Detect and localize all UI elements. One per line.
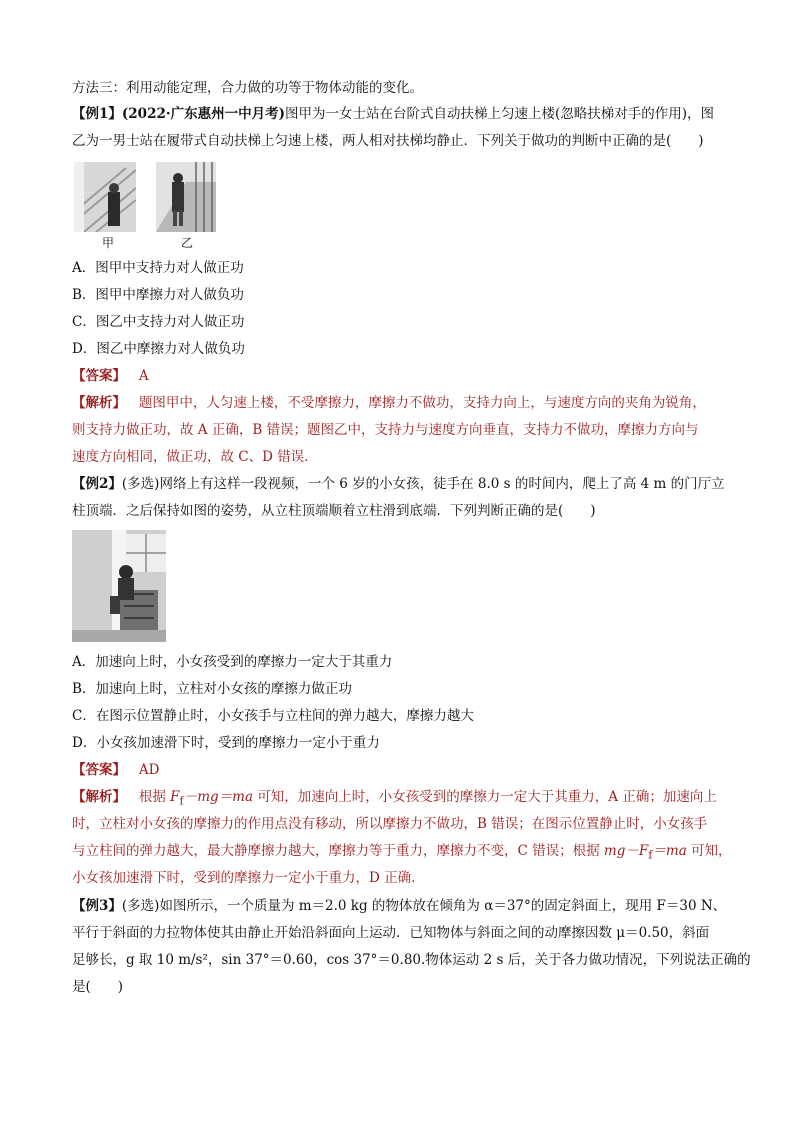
example2-answer bbox=[72, 760, 159, 780]
analysis-text: 可知， bbox=[686, 843, 732, 859]
formula-rest: ＝ma bbox=[652, 843, 687, 859]
girl-on-pillar-photo bbox=[72, 530, 166, 642]
example3-line1 bbox=[72, 896, 726, 916]
example2-analysis-line3 bbox=[72, 841, 732, 866]
escalator-stairs-photo bbox=[74, 162, 136, 232]
caption-yi: 乙 bbox=[181, 236, 194, 250]
example3-line4: 是( ) bbox=[72, 979, 124, 995]
example3-label: 【例3】 bbox=[72, 898, 122, 914]
example2-option-a: A．加速向上时，小女孩受到的摩擦力一定大于其重力 bbox=[72, 654, 393, 670]
example1-option-b: B．图甲中摩擦力对人做负功 bbox=[72, 287, 244, 303]
example1-option-d: D．图乙中摩擦力对人做负功 bbox=[72, 341, 245, 357]
formula-friction: F bbox=[170, 789, 180, 805]
formula-sub: f bbox=[179, 794, 184, 808]
example2-analysis-line2: 时，立柱对小女孩的摩擦力的作用点没有移动，所以摩擦力不做功，B 错误；在图示位置静止时，小女孩手 bbox=[72, 816, 708, 832]
example1-label: 【例1】 bbox=[72, 106, 122, 122]
formula-rest: －mg＝ma bbox=[183, 789, 254, 805]
analysis-label: 【解析】 bbox=[72, 395, 126, 411]
caption-jia: 甲 bbox=[102, 236, 115, 250]
example1-option-c: C．图乙中支持力对人做正功 bbox=[72, 314, 245, 330]
example1-answer bbox=[72, 366, 149, 386]
analysis-text: 可知，加速向上时，小女孩受到的摩擦力一定大于其重力，A 正确；加速向上 bbox=[253, 789, 717, 805]
example1-text1: 图甲为一女士站在台阶式自动扶梯上匀速上楼(忽略扶梯对手的作用)，图 bbox=[284, 106, 715, 122]
example1-source: (2022·广东惠州一中月考) bbox=[121, 106, 285, 122]
method-three-text: 方法三：利用动能定理，合力做的功等于物体动能的变化。 bbox=[72, 80, 423, 96]
example2-text1: (多选)网络上有这样一段视频，一个 6 岁的小女孩，徒手在 8.0 s 的时间内，爬上了高 4 m 的门厅立 bbox=[121, 476, 725, 492]
example2-option-b: B．加速向上时，立柱对小女孩的摩擦力做正功 bbox=[72, 681, 352, 697]
formula-gravity: mg－F bbox=[603, 843, 649, 859]
answer-label: 【答案】 bbox=[72, 762, 126, 778]
example2-analysis-line4: 小女孩加速滑下时，受到的摩擦力一定小于重力，D 正确． bbox=[72, 870, 425, 886]
example1-analysis-line3: 速度方向相同，做正功，故 C、D 错误． bbox=[72, 449, 318, 465]
example3-text1: (多选)如图所示，一个质量为 m＝2.0 kg 的物体放在倾角为 α＝37°的固定斜面上，现用 F＝30 N、 bbox=[121, 898, 727, 914]
analysis-label: 【解析】 bbox=[72, 789, 126, 805]
formula-sub: f bbox=[648, 848, 653, 862]
escalator-belt-photo bbox=[156, 162, 216, 232]
example2-label: 【例2】 bbox=[72, 476, 122, 492]
answer-label: 【答案】 bbox=[72, 368, 126, 384]
example1-option-a: A．图甲中支持力对人做正功 bbox=[72, 260, 244, 276]
example1-line2: 乙为一男士站在履带式自动扶梯上匀速上楼，两人相对扶梯均静止．下列关于做功的判断中正确的是( ) bbox=[72, 133, 704, 149]
example2-line1 bbox=[72, 474, 725, 494]
example3-line2: 平行于斜面的力拉物体使其由静止开始沿斜面向上运动．已知物体与斜面之间的动摩擦因数 μ＝0.50，斜面 bbox=[72, 925, 710, 941]
example2-analysis-line1 bbox=[72, 787, 717, 812]
example1-analysis-line2: 则支持力做正功，故 A 正确，B 错误；题图乙中，支持力与速度方向垂直，支持力不做功，摩擦力方向与 bbox=[72, 422, 699, 438]
example2-option-d: D．小女孩加速滑下时，受到的摩擦力一定小于重力 bbox=[72, 735, 380, 751]
analysis-text: 与立柱间的弹力越大，最大静摩擦力越大，摩擦力等于重力，摩擦力不变，C 错误；根据 bbox=[72, 843, 604, 859]
answer-value: AD bbox=[138, 762, 160, 778]
example1-line1 bbox=[72, 104, 714, 124]
example2-option-c: C．在图示位置静止时，小女孩手与立柱间的弹力越大，摩擦力越大 bbox=[72, 708, 474, 724]
example2-line2: 柱顶端．之后保持如图的姿势，从立柱顶端顺着立柱滑到底端．下列判断正确的是( ) bbox=[72, 503, 596, 519]
analysis-text: 根据 bbox=[138, 789, 171, 805]
example1-analysis-line1 bbox=[72, 393, 706, 413]
example3-line3: 足够长，g 取 10 m/s²，sin 37°＝0.60，cos 37°＝0.80.物体运动 2 s 后，关于各力做功情况，下列说法正确的 bbox=[72, 952, 751, 968]
answer-value: A bbox=[138, 368, 149, 384]
analysis-text: 题图甲中，人匀速上楼，不受摩擦力，摩擦力不做功，支持力向上，与速度方向的夹角为锐角， bbox=[138, 395, 706, 411]
